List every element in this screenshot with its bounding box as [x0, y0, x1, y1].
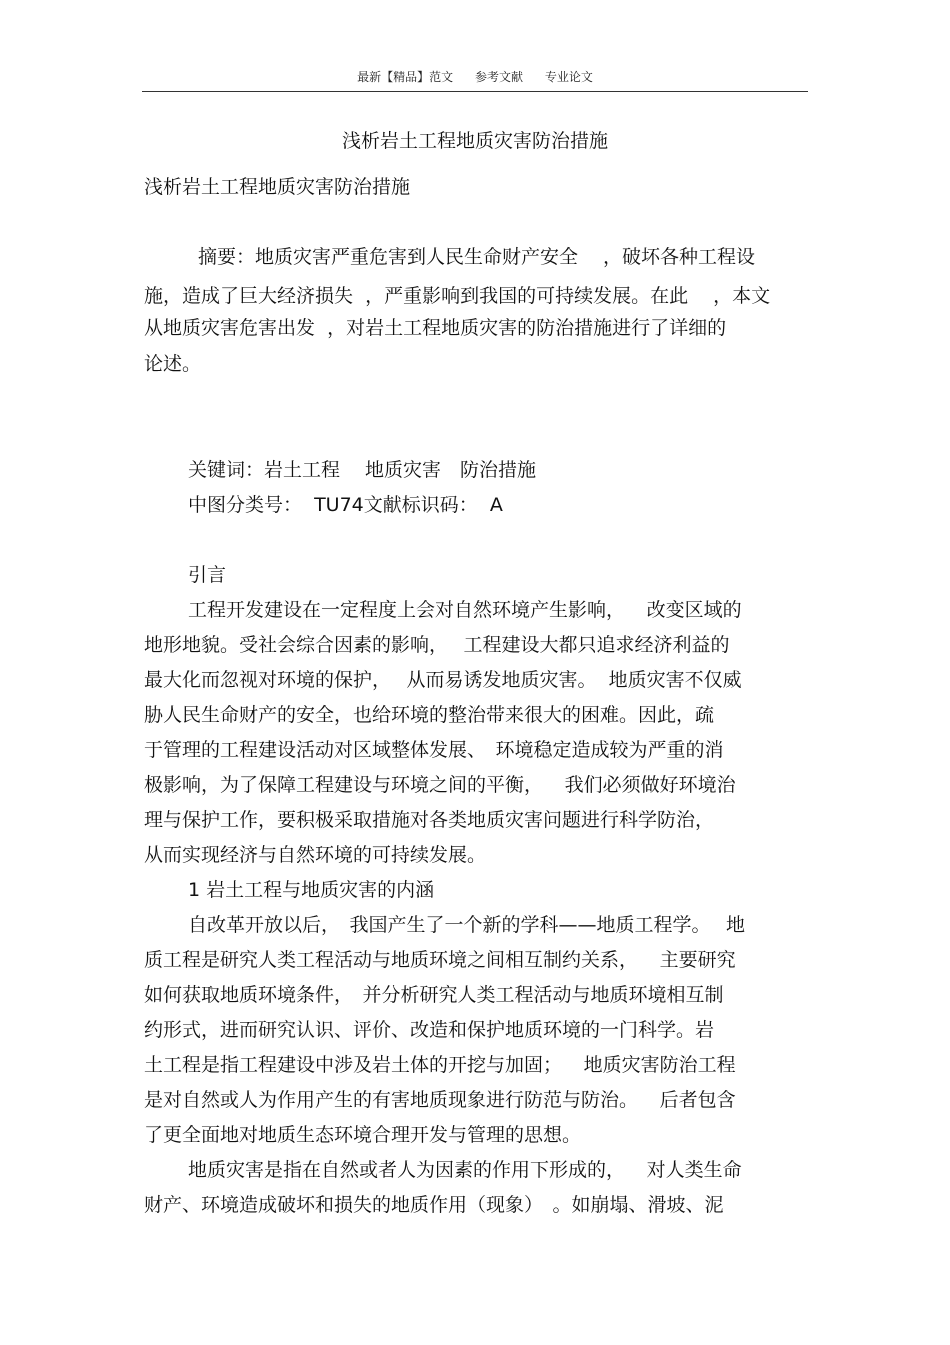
- paragraph-line: 质工程是研究人类工程活动与地质环境之间相互制约关系， 主要研究: [144, 949, 736, 971]
- abstract-line: 从地质灾害危害出发 ，对岩土工程地质灾害的防治措施进行了详细的: [144, 317, 727, 339]
- paragraph-line: 地质灾害是指在自然或者人为因素的作用下形成的， 对人类生命: [188, 1159, 742, 1181]
- header-rule: [142, 91, 808, 92]
- section-1-heading: 1 岩土工程与地质灾害的内涵: [188, 879, 435, 901]
- keywords: 关键词：岩土工程 地质灾害 防治措施: [188, 459, 537, 481]
- abstract-line: 论述。: [144, 353, 202, 375]
- paragraph-line: 从而实现经济与自然环境的可持续发展。: [144, 844, 487, 866]
- page-header: [0, 68, 950, 85]
- classification: 中图分类号： TU74文献标识码： A: [188, 494, 503, 516]
- paragraph-line: 理与保护工作，要积极采取措施对各类地质灾害问题进行科学防治，: [144, 809, 715, 831]
- paragraph-line: 是对自然或人为作用产生的有害地质现象进行防范与防治。 后者包含: [144, 1089, 736, 1111]
- paragraph-line: 工程开发建设在一定程度上会对自然环境产生影响， 改变区域的: [188, 599, 742, 621]
- paragraph-line: 于管理的工程建设活动对区域整体发展、 环境稳定造成较为严重的消: [144, 739, 724, 761]
- paragraph-line: 最大化而忽视对环境的保护， 从而易诱发地质灾害。 地质灾害不仅威: [144, 669, 742, 691]
- document-title: 浅析岩土工程地质灾害防治措施: [341, 130, 608, 152]
- header-item-1: 最新【精品】范文: [357, 70, 454, 84]
- intro-heading: 引言: [188, 564, 227, 586]
- paragraph-line: 了更全面地对地质生态环境合理开发与管理的思想。: [144, 1124, 582, 1146]
- paragraph-line: 财产、环境造成破坏和损失的地质作用（现象） 。如崩塌、滑坡、泥: [144, 1194, 724, 1216]
- paragraph-line: 胁人民生命财产的安全，也给环境的整治带来很大的困难。因此，疏: [144, 704, 715, 726]
- abstract-line: 施，造成了巨大经济损失 ，严重影响到我国的可持续发展。在此 ，本文: [144, 285, 771, 307]
- paragraph-line: 极影响，为了保障工程建设与环境之间的平衡， 我们必须做好环境治: [144, 774, 736, 796]
- abstract-line: 摘要：地质灾害严重危害到人民生命财产安全 ，破坏各种工程设: [198, 246, 756, 268]
- header-item-2: 参考文献: [474, 70, 523, 84]
- paragraph-line: 地形地貌。受社会综合因素的影响， 工程建设大都只追求经济利益的: [144, 634, 730, 656]
- paragraph-line: 土工程是指工程建设中涉及岩土体的开挖与加固； 地质灾害防治工程: [144, 1054, 736, 1076]
- paragraph-line: 约形式，进而研究认识、评价、改造和保护地质环境的一门科学。岩: [144, 1019, 715, 1041]
- paragraph-line: 如何获取地质环境条件， 并分析研究人类工程活动与地质环境相互制: [144, 984, 724, 1006]
- header-item-3: 专业论文: [544, 70, 593, 84]
- document-subtitle: 浅析岩土工程地质灾害防治措施: [144, 176, 411, 198]
- paragraph-line: 自改革开放以后， 我国产生了一个新的学科——地质工程学。 地: [188, 914, 746, 936]
